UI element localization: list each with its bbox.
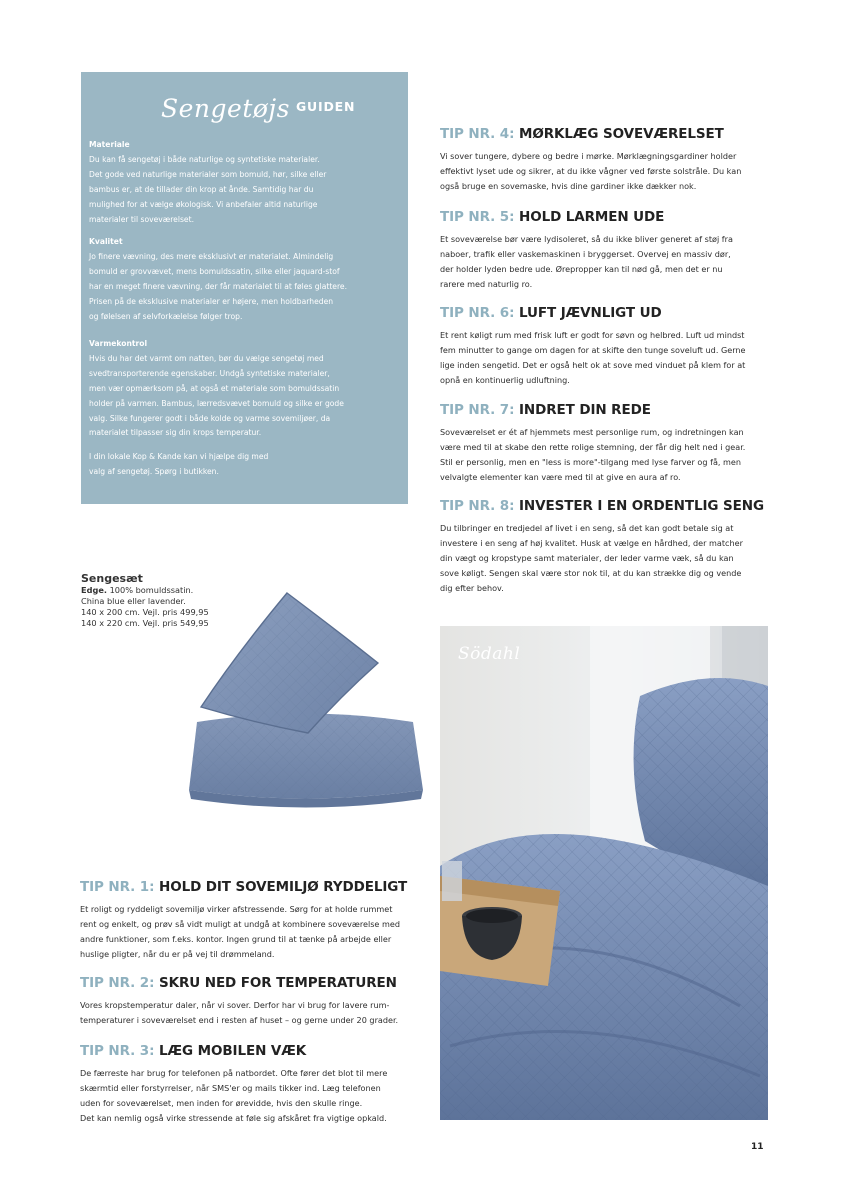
bedroom-photo — [440, 626, 768, 1120]
tip-title: MØRKLÆG SOVEVÆRELSET — [519, 126, 724, 142]
tip-line: dig efter behov. — [440, 582, 504, 593]
tip-number: TIP NR. 7: — [440, 402, 515, 418]
guide-box — [81, 72, 408, 504]
tip-heading — [440, 126, 741, 143]
tip-line: Det kan nemlig også virke stressende at føle sig afskåret fra vigtige opkald. — [80, 1112, 387, 1123]
tip-line: temperaturer i soveværelset end i resten af huset – og gerne under 20 grader. — [80, 1014, 399, 1025]
tip-line: Vores kropstemperatur daler, når vi sover. Derfor har vi brug for lavere rum- — [80, 1000, 390, 1010]
guide-line: holder på varmen. Bambus, lærredsvævet bomuld og silke er gode — [89, 398, 344, 408]
tip-3 — [80, 1043, 387, 1126]
tip-line: uden for soveværelset, men inden for ørevidde, hvis den skulle ringe. — [80, 1097, 363, 1108]
tip-6 — [440, 305, 746, 388]
tip-heading — [80, 975, 398, 992]
tip-number: TIP NR. 6: — [440, 305, 515, 321]
tip-number: TIP NR. 3: — [80, 1043, 155, 1059]
tip-7 — [440, 402, 745, 485]
guide-title — [161, 94, 355, 123]
guide-section-heading: Materiale — [89, 140, 130, 149]
product-colors: China blue eller lavender. — [81, 596, 186, 606]
tip-line: investere i en seng af høj kvalitet. Husk at vælge en hårdhed, der matcher — [440, 537, 743, 548]
tip-heading — [80, 879, 407, 896]
guide-line: materialet tilpasser sig din krops temperatur. — [89, 428, 262, 438]
guide-line: mulighed for at vælge økologisk. Vi anbefaler altid naturlige — [89, 199, 318, 209]
tip-line: der holder lyden bedre ude. Ørepropper kan til nød gå, men det er nu — [440, 263, 723, 274]
guide-line: svedtransporterende egenskaber. Undgå syntetiske materialer, — [89, 368, 330, 378]
tip-1 — [80, 879, 407, 962]
guide-title-script: Sengetøjs — [161, 94, 290, 123]
tip-heading — [440, 209, 733, 226]
tip-title: LUFT JÆVNLIGT UD — [519, 305, 662, 321]
guide-line: Du kan få sengetøj i både naturlige og syntetiske materialer. — [89, 154, 320, 164]
guide-line: Prisen på de eksklusive materialer er højere, men holdbarheden — [89, 296, 334, 306]
product-title: Sengesæt — [81, 572, 143, 585]
tip-number: TIP NR. 4: — [440, 126, 515, 142]
guide-line: bambus er, at de tillader din krop at ånde. Samtidig har du — [89, 184, 314, 194]
tip-5 — [440, 209, 733, 292]
guide-line: materialer til soveværelset. — [89, 214, 194, 224]
tip-number: TIP NR. 1: — [80, 879, 155, 895]
tip-line: Et rent køligt rum med frisk luft er godt for søvn og helbred. Luft ud mindst — [440, 330, 745, 340]
guide-section-heading: Kvalitet — [89, 237, 123, 246]
tip-line: huslige pligter, når du er på vej til drømmeland. — [80, 948, 275, 959]
guide-line: valg af sengetøj. Spørg i butikken. — [89, 466, 219, 476]
guide-section-materiale — [89, 138, 385, 227]
tip-title: INVESTER I EN ORDENTLIG SENG — [519, 498, 764, 514]
guide-line: men vær opmærksom på, at også et materiale som bomuldssatin — [89, 383, 340, 393]
brand-logo-text: Södahl — [458, 644, 521, 664]
tip-line: andre funktioner, som f.eks. kontor. Ingen grund til at tænke på arbejde eller — [80, 933, 392, 944]
tip-heading — [80, 1043, 387, 1060]
guide-title-word: GUIDEN — [296, 99, 356, 114]
tip-line: være med til at skabe den rette rolige stemning, der får dig helt ned i gear. — [440, 441, 746, 452]
brand-logo — [458, 644, 520, 664]
tip-heading — [440, 305, 746, 322]
guide-section-store-note — [89, 450, 385, 480]
guide-line: og følelsen af selvforkælelse følger trop. — [89, 311, 243, 321]
tip-line: Vi sover tungere, dybere og bedre i mørke. Mørklægningsgardiner holder — [440, 151, 737, 161]
tip-line: rarere med naturlig ro. — [440, 278, 533, 289]
tip-number: TIP NR. 8: — [440, 498, 515, 514]
tip-line: skærmtid eller forstyrrelser, når SMS'er og mails tikker ind. Læg telefonen — [80, 1082, 381, 1093]
tip-title: HOLD DIT SOVEMILJØ RYDDELIGT — [159, 879, 408, 895]
tip-2 — [80, 975, 398, 1028]
guide-line: har en meget finere vævning, der får materialet til at føles glattere. — [89, 281, 348, 291]
guide-line: I din lokale Kop & Kande kan vi hjælpe dig med — [89, 452, 269, 461]
tip-line: lige inden sengetid. Det er også helt ok at sove med vinduet på klem for at — [440, 359, 746, 370]
tip-4 — [440, 126, 741, 194]
product-price-2: 140 x 220 cm. Vejl. pris 549,95 — [81, 618, 209, 628]
tip-line: Stil er personlig, men en "less is more"-tilgang med lyse farver og få, men — [440, 456, 742, 467]
bedroom-photo-illustration — [440, 626, 768, 1120]
tip-line: din vægt og kropstype samt materialer, der leder varme væk, så du kan — [440, 552, 734, 563]
guide-line: bomuld er grovvævet, mens bomuldssatin, silke eller jaquard-stof — [89, 266, 340, 276]
page-number: 11 — [751, 1142, 764, 1152]
tip-line: Soveværelset er ét af hjemmets mest personlige rum, og indretningen kan — [440, 427, 744, 437]
tip-line: sove køligt. Sengen skal være stor nok til, at du kan strække dig og vende — [440, 567, 742, 578]
tip-line: fem minutter to gange om dagen for at skifte den tunge soveluft ud. Gerne — [440, 344, 746, 355]
tip-line: opnå en kontinuerlig udluftning. — [440, 374, 570, 385]
tip-number: TIP NR. 5: — [440, 209, 515, 225]
guide-line: Det gode ved naturlige materialer som bomuld, hør, silke eller — [89, 169, 327, 179]
product-material: 100% bomuldssatin. — [109, 585, 194, 595]
tip-number: TIP NR. 2: — [80, 975, 155, 991]
guide-line: valg. Silke fungerer godt i både kolde og varme sovemiljøer, da — [89, 413, 331, 423]
tip-heading — [440, 402, 745, 419]
tip-line: rent og enkelt, og prøv så vidt muligt at undgå at kombinere soveværelse med — [80, 918, 400, 929]
guide-line: Hvis du har det varmt om natten, bør du vælge sengetøj med — [89, 353, 324, 363]
tip-line: De færreste har brug for telefonen på natbordet. Ofte fører det blot til mere — [80, 1068, 388, 1078]
product-price-1: 140 x 200 cm. Vejl. pris 499,95 — [81, 607, 209, 617]
guide-section-kvalitet — [89, 235, 385, 324]
tip-heading — [440, 498, 764, 515]
tip-line: velvalgte elementer kan være med til at give en aura af ro. — [440, 471, 681, 482]
tip-line: Et roligt og ryddeligt sovemiljø virker afstressende. Sørg for at holde rummet — [80, 904, 393, 914]
tip-line: Du tilbringer en tredjedel af livet i en seng, så det kan godt betale sig at — [440, 523, 734, 533]
tip-line: effektivt lyset ude og sikrer, at du ikke vågner ved første solstråle. Du kan — [440, 165, 742, 176]
tip-title: HOLD LARMEN UDE — [519, 209, 665, 225]
guide-line: Jo finere vævning, des mere eksklusivt er materialet. Almindelig — [89, 251, 334, 261]
bedding-product-image — [175, 585, 435, 885]
product-name: Edge. — [81, 585, 107, 595]
tip-8 — [440, 498, 764, 596]
tip-title: SKRU NED FOR TEMPERATUREN — [159, 975, 397, 991]
tip-line: naboer, trafik eller vaskemaskinen i bryggerset. Overvej en massiv dør, — [440, 248, 731, 259]
tip-line: også bruge en sovemaske, hvis dine gardiner ikke dækker nok. — [440, 180, 697, 191]
guide-section-varmekontrol — [89, 337, 385, 441]
tip-title: INDRET DIN REDE — [519, 402, 651, 418]
tip-line: Et soveværelse bør være lydisoleret, så du ikke bliver generet af støj fra — [440, 234, 733, 244]
guide-section-heading: Varmekontrol — [89, 339, 148, 348]
tip-title: LÆG MOBILEN VÆK — [159, 1043, 307, 1059]
